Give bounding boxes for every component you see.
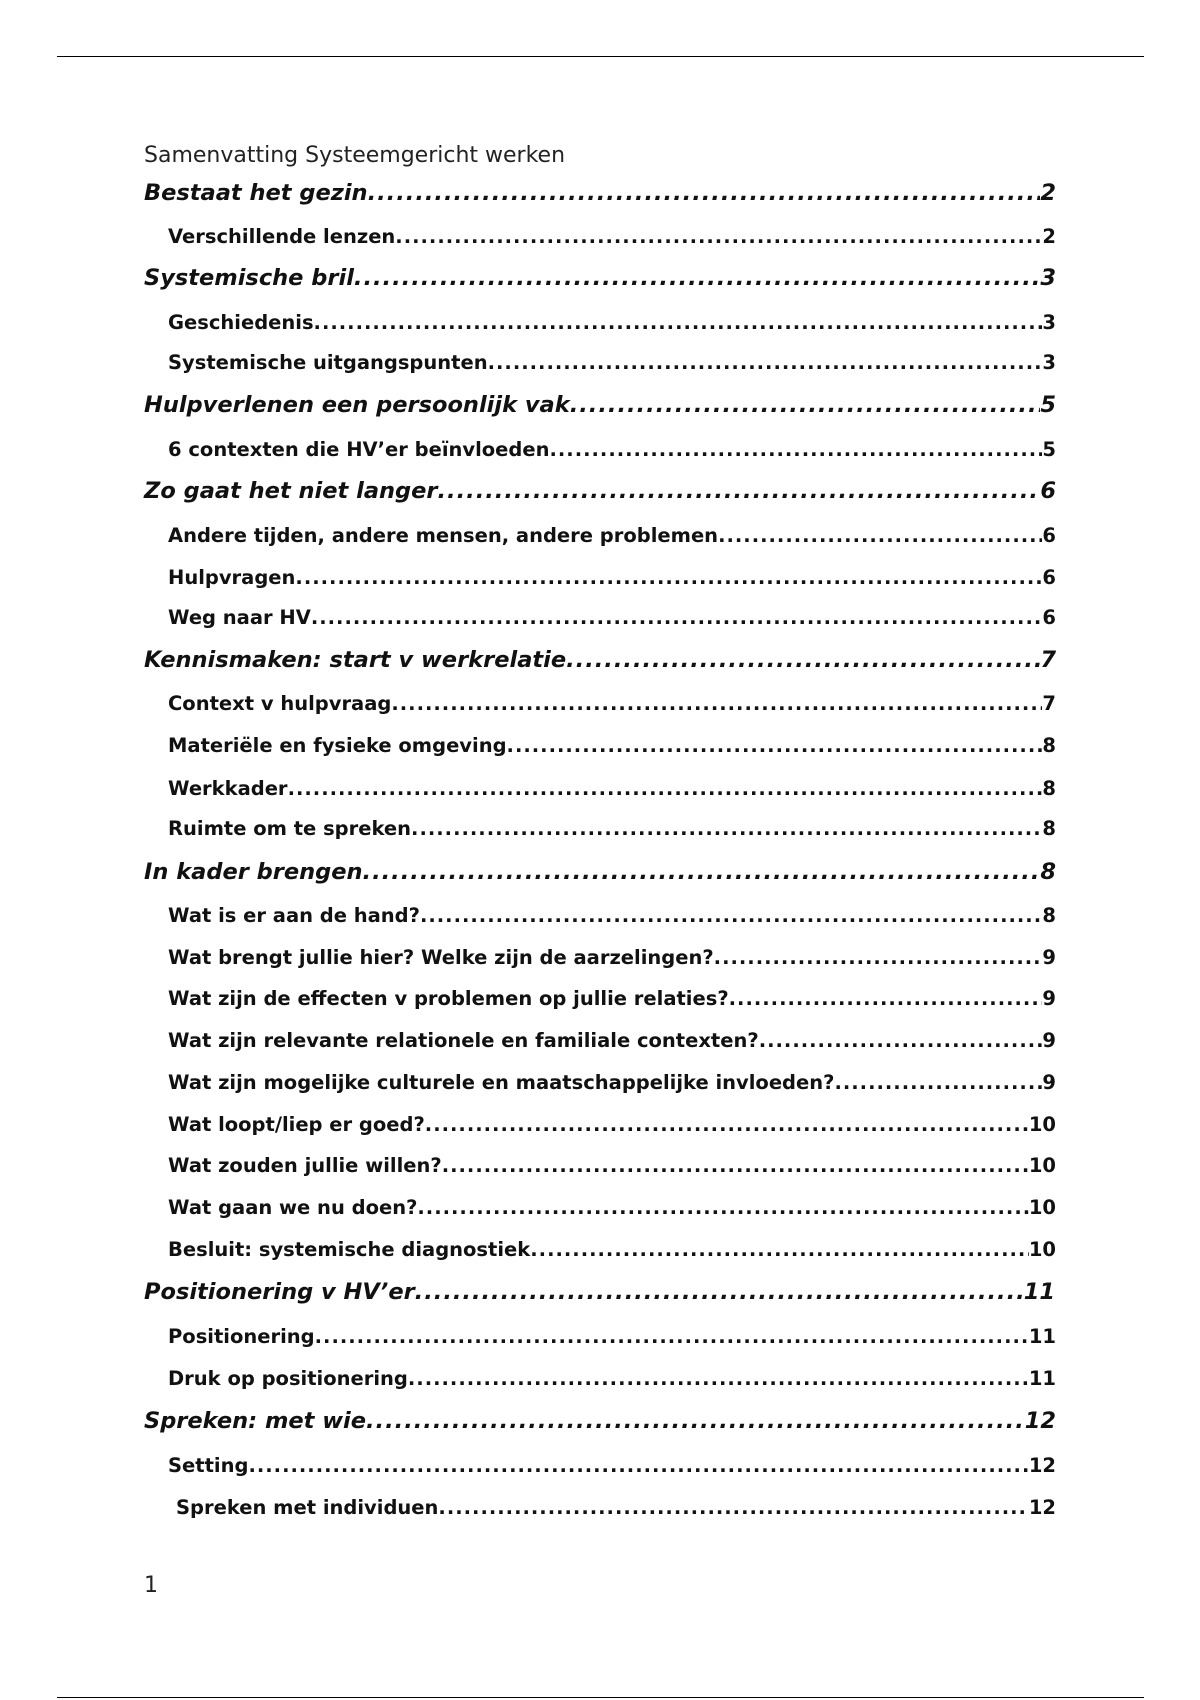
toc-entry-context-v-hulpvraag[interactable]: Context v hulpvraag ..... 7 <box>168 694 1056 714</box>
toc-entry-bestaat-het-gezin[interactable]: Bestaat het gezin ..... 2 <box>144 182 1056 205</box>
toc-entry-geschiedenis[interactable]: Geschiedenis ..... 3 <box>168 313 1056 333</box>
toc-entry-setting[interactable]: Setting ..... 12 <box>168 1456 1056 1476</box>
toc-entry-in-kader-brengen[interactable]: In kader brengen ..... 8 <box>144 861 1056 884</box>
toc-entry-wat-zouden-jullie-willen[interactable]: Wat zouden jullie willen? ..... 10 <box>168 1156 1056 1176</box>
toc-entry-hulpvragen[interactable]: Hulpvragen ..... 6 <box>168 568 1056 588</box>
toc-entry-wat-loopt-liep-er-goed[interactable]: Wat loopt/liep er goed? ..... 10 <box>168 1115 1056 1135</box>
toc-entry-spreken-met-individuen[interactable]: Spreken met individuen ..... 12 <box>176 1498 1056 1518</box>
toc-entry-wat-gaan-we-nu-doen[interactable]: Wat gaan we nu doen? ..... 10 <box>168 1198 1056 1218</box>
toc-entry-wat-brengt-jullie-hier[interactable]: Wat brengt jullie hier? Welke zijn de aarzelingen? ..... 9 <box>168 948 1056 968</box>
toc-entry-zo-gaat-het-niet-langer[interactable]: Zo gaat het niet langer ..... 6 <box>144 480 1056 503</box>
toc-entry-verschillende-lenzen[interactable]: Verschillende lenzen ..... 2 <box>168 227 1056 247</box>
toc-entry-culturele-invloeden[interactable]: Wat zijn mogelijke culturele en maatschappelijke invloeden? ..... 9 <box>168 1073 1056 1093</box>
toc-entry-systemische-uitgangspunten[interactable]: Systemische uitgangspunten ..... 3 <box>168 353 1056 373</box>
footer-rule <box>57 1697 1144 1698</box>
toc-entry-wat-is-er-aan-de-hand[interactable]: Wat is er aan de hand? ..... 8 <box>168 906 1056 926</box>
page-number: 1 <box>144 1573 158 1598</box>
toc-entry-spreken-met-wie[interactable]: Spreken: met wie ..... 12 <box>144 1410 1056 1433</box>
toc-entry-kennismaken[interactable]: Kennismaken: start v werkrelatie ..... 7 <box>144 649 1056 672</box>
toc-entry-werkkader[interactable]: Werkkader ..... 8 <box>168 779 1056 799</box>
document-title: Samenvatting Systeemgericht werken <box>144 143 566 168</box>
toc-entry-ruimte-om-te-spreken[interactable]: Ruimte om te spreken ..... 8 <box>168 819 1056 839</box>
header-rule <box>57 56 1144 57</box>
toc-entry-weg-naar-hv[interactable]: Weg naar HV ..... 6 <box>168 608 1056 628</box>
toc-entry-positionering[interactable]: Positionering ..... 11 <box>168 1327 1056 1347</box>
toc-entry-andere-tijden[interactable]: Andere tijden, andere mensen, andere problemen ..... 6 <box>168 526 1056 546</box>
toc-entry-druk-op-positionering[interactable]: Druk op positionering ..... 11 <box>168 1369 1056 1389</box>
toc-entry-materiele-en-fysieke-omgeving[interactable]: Materiële en fysieke omgeving ..... 8 <box>168 736 1056 756</box>
toc-entry-besluit-systemische-diagnostiek[interactable]: Besluit: systemische diagnostiek ..... 10 <box>168 1240 1056 1260</box>
toc-entry-positionering-v-hver[interactable]: Positionering v HV’er ..... 11 <box>144 1281 1055 1304</box>
toc-entry-hulpverlenen-een-persoonlijk-vak[interactable]: Hulpverlenen een persoonlijk vak ..... 5 <box>144 394 1056 417</box>
toc-entry-systemische-bril[interactable]: Systemische bril ..... 3 <box>144 267 1056 290</box>
toc-entry-effecten-v-problemen[interactable]: Wat zijn de effecten v problemen op jullie relaties? ..... 9 <box>168 989 1056 1009</box>
toc-entry-6-contexten[interactable]: 6 contexten die HV’er beïnvloeden ..... 5 <box>168 440 1056 460</box>
toc-entry-relevante-contexten[interactable]: Wat zijn relevante relationele en familiale contexten? ..... 9 <box>168 1031 1056 1051</box>
